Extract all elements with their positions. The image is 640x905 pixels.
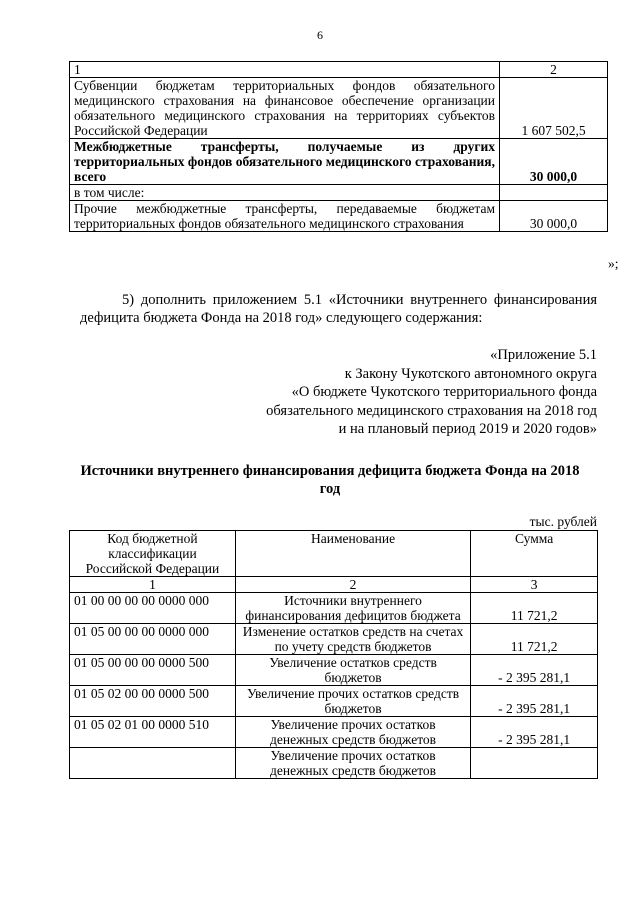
column-number: 2 (235, 577, 470, 593)
column-number: 1 (70, 62, 500, 78)
row-text: Субвенции бюджетам территориальных фондов обязательного медицинского страхования на финансовое обеспечение организации обязательного медицинского страхования на территориях субъектов Российской Федерации (70, 78, 500, 139)
row-code: 01 05 02 00 00 0000 500 (70, 686, 236, 717)
appendix-line: «Приложение 5.1 (490, 347, 597, 363)
row-code: 01 05 00 00 00 0000 000 (70, 624, 236, 655)
row-name: Увеличение прочих остатков средств бюджетов (235, 686, 470, 717)
amendment-paragraph: 5) дополнить приложением 5.1 «Источники внутреннего финансирования дефицита бюджета Фонда на 2018 год» следующего содержания: (80, 292, 597, 326)
row-sum: - 2 395 281,1 (471, 717, 598, 748)
table-header-row (70, 531, 598, 577)
row-text: Прочие межбюджетные трансферты, передаваемые бюджетам территориальных фондов обязательного медицинского страхования (70, 201, 500, 232)
table-row (70, 185, 608, 201)
appendix-line: обязательного медицинского страхования на 2018 год (266, 402, 597, 419)
appendix-line: и на плановый период 2019 и 2020 годов» (338, 421, 597, 437)
table-row (70, 748, 598, 779)
column-number: 1 (70, 577, 236, 593)
table-row (70, 139, 608, 185)
column-number: 2 (500, 62, 608, 78)
appendix-heading (197, 346, 597, 439)
header-name: Наименование (235, 531, 470, 577)
table-row (70, 655, 598, 686)
row-value: 30 000,0 (500, 201, 608, 232)
row-text: в том числе: (70, 185, 500, 201)
row-value: 1 607 502,5 (500, 78, 608, 139)
table-row (70, 624, 598, 655)
row-code: 01 05 02 01 00 0000 510 (70, 717, 236, 748)
row-sum: - 2 395 281,1 (471, 655, 598, 686)
header-code: Код бюджетной классификации Российской Федерации (70, 531, 236, 577)
row-text: Межбюджетные трансферты, получаемые из других территориальных фондов обязательного медицинского страхования, всего (70, 139, 500, 185)
column-number: 3 (471, 577, 598, 593)
table-row (70, 78, 608, 139)
units-label: тыс. рублей (529, 514, 597, 529)
page-number: 6 (317, 28, 323, 42)
table-row (70, 686, 598, 717)
row-sum: 11 721,2 (471, 593, 598, 624)
row-name: Увеличение прочих остатков денежных средств бюджетов (235, 717, 470, 748)
row-sum: - 2 395 281,1 (471, 686, 598, 717)
header-sum: Сумма (471, 531, 598, 577)
table-header-row (70, 62, 608, 78)
row-sum: 11 721,2 (471, 624, 598, 655)
document-title: Источники внутреннего финансирования дефицита бюджета Фонда на 2018 год (80, 463, 580, 497)
row-name: Увеличение прочих остатков денежных средств бюджетов (235, 748, 470, 779)
appendix-line: к Закону Чукотского автономного округа (344, 365, 597, 382)
row-name: Изменение остатков средств на счетах по учету средств бюджетов (235, 624, 470, 655)
sources-table (69, 530, 598, 779)
closing-quote: »; (608, 256, 619, 271)
row-sum (471, 748, 598, 779)
column-numbers-row (70, 577, 598, 593)
transfers-table (69, 61, 608, 232)
row-name: Источники внутреннего финансирования дефицитов бюджета (235, 593, 470, 624)
row-code: 01 05 00 00 00 0000 500 (70, 655, 236, 686)
row-value: 30 000,0 (500, 139, 608, 185)
appendix-line: «О бюджете Чукотского территориального фонда (291, 384, 597, 400)
row-value (500, 185, 608, 201)
table-row (70, 201, 608, 232)
row-code (70, 748, 236, 779)
table-row (70, 593, 598, 624)
table-row (70, 717, 598, 748)
row-name: Увеличение остатков средств бюджетов (235, 655, 470, 686)
row-code: 01 00 00 00 00 0000 000 (70, 593, 236, 624)
